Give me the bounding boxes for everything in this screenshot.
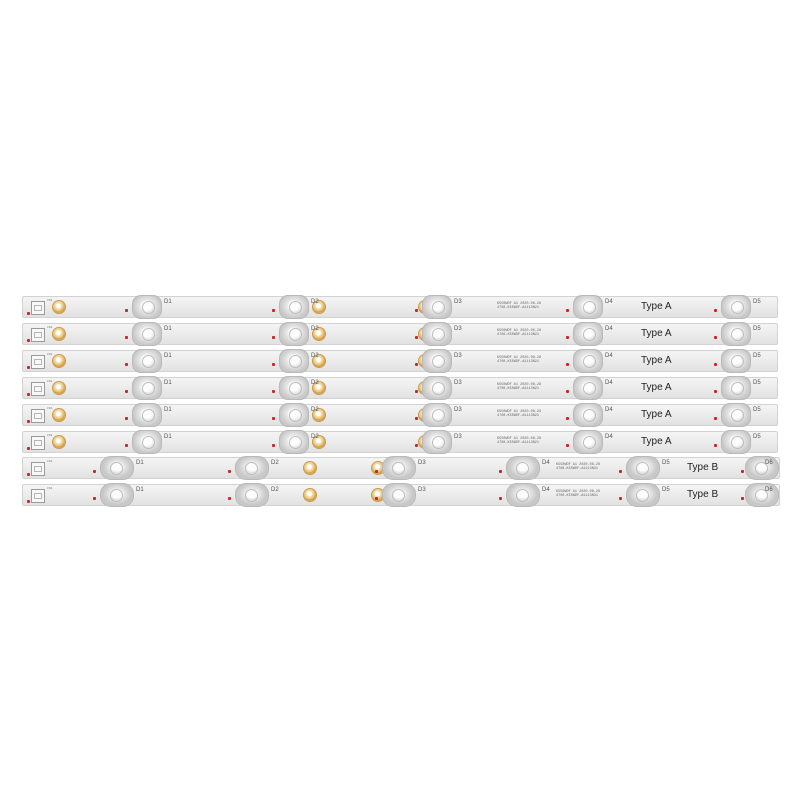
led-lens xyxy=(626,483,660,507)
solder-mark xyxy=(415,336,418,339)
led-lens xyxy=(382,483,416,507)
led-label: D6 xyxy=(765,487,773,493)
led-lens xyxy=(279,295,309,319)
solder-mark xyxy=(27,473,30,476)
led-label: D5 xyxy=(753,380,761,386)
led-lens xyxy=(100,456,134,480)
led-lens xyxy=(422,322,452,346)
led-lens xyxy=(132,349,162,373)
solder-mark xyxy=(125,444,128,447)
led-lens xyxy=(132,322,162,346)
mounting-screw xyxy=(304,462,316,474)
led-label: D6 xyxy=(765,460,773,466)
pcb-marking xyxy=(497,383,541,391)
pcb-marking-line: K550WDF A1 2020-08-28 xyxy=(497,437,542,441)
led-label: D2 xyxy=(311,353,319,359)
mounting-screw xyxy=(53,328,65,340)
led-label: D4 xyxy=(605,380,613,386)
solder-mark xyxy=(27,339,30,342)
solder-mark xyxy=(415,390,418,393)
led-strip xyxy=(22,323,778,345)
solder-mark xyxy=(714,336,717,339)
led-lens xyxy=(721,349,751,373)
led-lens xyxy=(506,456,540,480)
solder-mark xyxy=(566,417,569,420)
type-label: Type A xyxy=(641,382,672,393)
solder-mark xyxy=(272,390,275,393)
pcb-marking xyxy=(497,437,541,445)
led-lens xyxy=(422,376,452,400)
connector xyxy=(31,382,45,396)
led-label: D3 xyxy=(454,353,462,359)
led-lens xyxy=(422,430,452,454)
led-lens xyxy=(279,430,309,454)
solder-mark xyxy=(499,497,502,500)
solder-mark xyxy=(125,363,128,366)
led-lens xyxy=(382,456,416,480)
led-label: D2 xyxy=(311,434,319,440)
mounting-screw xyxy=(53,436,65,448)
led-lens xyxy=(573,295,603,319)
led-label: D3 xyxy=(454,299,462,305)
type-label: Type A xyxy=(641,301,672,312)
led-lens xyxy=(626,456,660,480)
led-label: D2 xyxy=(271,460,279,466)
mounting-screw xyxy=(304,489,316,501)
solder-mark xyxy=(714,309,717,312)
connector-tag: CN1 xyxy=(47,380,53,383)
type-label: Type A xyxy=(641,355,672,366)
connector-tag: CN1 xyxy=(47,407,53,410)
solder-mark xyxy=(714,417,717,420)
type-label: Type A xyxy=(641,328,672,339)
led-label: D5 xyxy=(662,460,670,466)
solder-mark xyxy=(272,417,275,420)
led-lens xyxy=(573,322,603,346)
pcb-marking-line: K550WDF A1 2020-08-28 xyxy=(497,410,542,414)
pcb-marking-line: K550WDF A1 2020-08-28 xyxy=(556,490,601,494)
solder-mark xyxy=(415,363,418,366)
connector xyxy=(31,301,45,315)
led-label: D4 xyxy=(542,487,550,493)
solder-mark xyxy=(375,497,378,500)
led-strip xyxy=(22,377,778,399)
led-label: D1 xyxy=(164,299,172,305)
solder-mark xyxy=(27,366,30,369)
solder-mark xyxy=(125,390,128,393)
pcb-marking xyxy=(556,463,600,471)
led-strip xyxy=(22,350,778,372)
solder-mark xyxy=(125,309,128,312)
led-label: D3 xyxy=(418,487,426,493)
led-label: D2 xyxy=(311,407,319,413)
led-lens xyxy=(132,295,162,319)
led-label: D4 xyxy=(542,460,550,466)
pcb-marking xyxy=(497,356,541,364)
solder-mark xyxy=(714,363,717,366)
mounting-screw xyxy=(53,355,65,367)
led-lens xyxy=(745,483,779,507)
led-lens xyxy=(100,483,134,507)
connector-tag: CN1 xyxy=(47,487,53,490)
solder-mark xyxy=(27,312,30,315)
led-lens xyxy=(132,430,162,454)
led-label: D4 xyxy=(605,434,613,440)
solder-mark xyxy=(714,444,717,447)
solder-mark xyxy=(566,390,569,393)
led-label: D4 xyxy=(605,407,613,413)
led-label: D3 xyxy=(454,434,462,440)
solder-mark xyxy=(272,444,275,447)
led-label: D5 xyxy=(753,353,761,359)
led-strip xyxy=(22,296,778,318)
led-lens xyxy=(422,403,452,427)
connector xyxy=(31,489,45,503)
connector-tag: CN1 xyxy=(47,460,53,463)
led-lens xyxy=(573,376,603,400)
led-label: D1 xyxy=(164,353,172,359)
led-label: D5 xyxy=(753,326,761,332)
solder-mark xyxy=(228,497,231,500)
pcb-marking xyxy=(556,490,600,498)
led-label: D1 xyxy=(136,460,144,466)
solder-mark xyxy=(272,363,275,366)
solder-mark xyxy=(228,470,231,473)
led-lens xyxy=(132,403,162,427)
solder-mark xyxy=(27,500,30,503)
solder-mark xyxy=(566,336,569,339)
connector xyxy=(31,462,45,476)
connector xyxy=(31,436,45,450)
connector xyxy=(31,355,45,369)
pcb-marking-line: K550WDF A1 2020-08-28 xyxy=(497,383,542,387)
pcb-marking-line: 4708-K55WDF-A1113N21 xyxy=(497,360,540,364)
led-strip xyxy=(22,431,778,453)
connector xyxy=(31,409,45,423)
led-strip xyxy=(22,457,780,479)
pcb-marking-line: 4708-K55WDF-A1113N21 xyxy=(497,387,540,391)
type-label: Type A xyxy=(641,436,672,447)
solder-mark xyxy=(125,336,128,339)
pcb-marking xyxy=(497,302,541,310)
led-label: D5 xyxy=(753,407,761,413)
solder-mark xyxy=(566,363,569,366)
led-label: D3 xyxy=(454,326,462,332)
led-strip xyxy=(22,404,778,426)
mounting-screw xyxy=(53,382,65,394)
pcb-marking-line: 4708-K55WDF-A1113N21 xyxy=(497,414,540,418)
led-label: D4 xyxy=(605,326,613,332)
solder-mark xyxy=(415,417,418,420)
pcb-marking-line: K550WDF A1 2020-08-28 xyxy=(556,463,601,467)
led-lens xyxy=(506,483,540,507)
solder-mark xyxy=(93,470,96,473)
type-label: Type A xyxy=(641,409,672,420)
led-lens xyxy=(132,376,162,400)
led-lens xyxy=(279,349,309,373)
led-lens xyxy=(721,376,751,400)
led-label: D2 xyxy=(311,380,319,386)
connector-tag: CN1 xyxy=(47,299,53,302)
led-lens xyxy=(721,295,751,319)
led-label: D1 xyxy=(164,326,172,332)
solder-mark xyxy=(499,470,502,473)
led-lens xyxy=(745,456,779,480)
led-lens xyxy=(279,376,309,400)
pcb-marking-line: 4708-K55WDF-A1113N31 xyxy=(556,494,599,498)
solder-mark xyxy=(375,470,378,473)
solder-mark xyxy=(566,444,569,447)
led-lens xyxy=(573,403,603,427)
led-lens xyxy=(573,349,603,373)
led-label: D4 xyxy=(605,353,613,359)
connector-tag: CN1 xyxy=(47,434,53,437)
solder-mark xyxy=(27,393,30,396)
solder-mark xyxy=(27,420,30,423)
led-label: D3 xyxy=(418,460,426,466)
led-lens xyxy=(721,403,751,427)
led-label: D3 xyxy=(454,407,462,413)
led-lens xyxy=(235,483,269,507)
led-label: D2 xyxy=(311,326,319,332)
solder-mark xyxy=(415,444,418,447)
pcb-marking-line: 4708-K55WDF-A1113N21 xyxy=(497,306,540,310)
type-label: Type B xyxy=(687,462,719,473)
led-label: D1 xyxy=(164,380,172,386)
solder-mark xyxy=(415,309,418,312)
solder-mark xyxy=(272,309,275,312)
solder-mark xyxy=(619,497,622,500)
led-label: D4 xyxy=(605,299,613,305)
led-label: D1 xyxy=(164,434,172,440)
led-label: D1 xyxy=(136,487,144,493)
led-lens xyxy=(422,349,452,373)
mounting-screw xyxy=(53,409,65,421)
solder-mark xyxy=(741,470,744,473)
led-label: D2 xyxy=(271,487,279,493)
led-lens xyxy=(721,322,751,346)
solder-mark xyxy=(619,470,622,473)
led-strip xyxy=(22,484,780,506)
connector xyxy=(31,328,45,342)
pcb-marking-line: 4708-K55WDF-A1113N21 xyxy=(497,333,540,337)
pcb-marking-line: 4708-K55WDF-A1113N31 xyxy=(556,467,599,471)
pcb-marking-line: 4708-K55WDF-A1113N21 xyxy=(497,441,540,445)
type-label: Type B xyxy=(687,489,719,500)
led-lens xyxy=(573,430,603,454)
led-lens xyxy=(279,322,309,346)
solder-mark xyxy=(125,417,128,420)
solder-mark xyxy=(741,497,744,500)
led-label: D5 xyxy=(753,434,761,440)
pcb-marking-line: K550WDF A1 2020-08-28 xyxy=(497,356,542,360)
connector-tag: CN1 xyxy=(47,353,53,356)
led-lens xyxy=(721,430,751,454)
solder-mark xyxy=(714,390,717,393)
led-label: D5 xyxy=(662,487,670,493)
pcb-marking xyxy=(497,329,541,337)
led-label: D5 xyxy=(753,299,761,305)
led-label: D3 xyxy=(454,380,462,386)
led-label: D2 xyxy=(311,299,319,305)
led-lens xyxy=(279,403,309,427)
led-lens xyxy=(235,456,269,480)
pcb-marking-line: K550WDF A1 2020-08-28 xyxy=(497,329,542,333)
solder-mark xyxy=(27,447,30,450)
connector-tag: CN1 xyxy=(47,326,53,329)
solder-mark xyxy=(93,497,96,500)
led-label: D1 xyxy=(164,407,172,413)
pcb-marking xyxy=(497,410,541,418)
mounting-screw xyxy=(53,301,65,313)
pcb-marking-line: K550WDF A1 2020-08-28 xyxy=(497,302,542,306)
solder-mark xyxy=(272,336,275,339)
led-lens xyxy=(422,295,452,319)
solder-mark xyxy=(566,309,569,312)
